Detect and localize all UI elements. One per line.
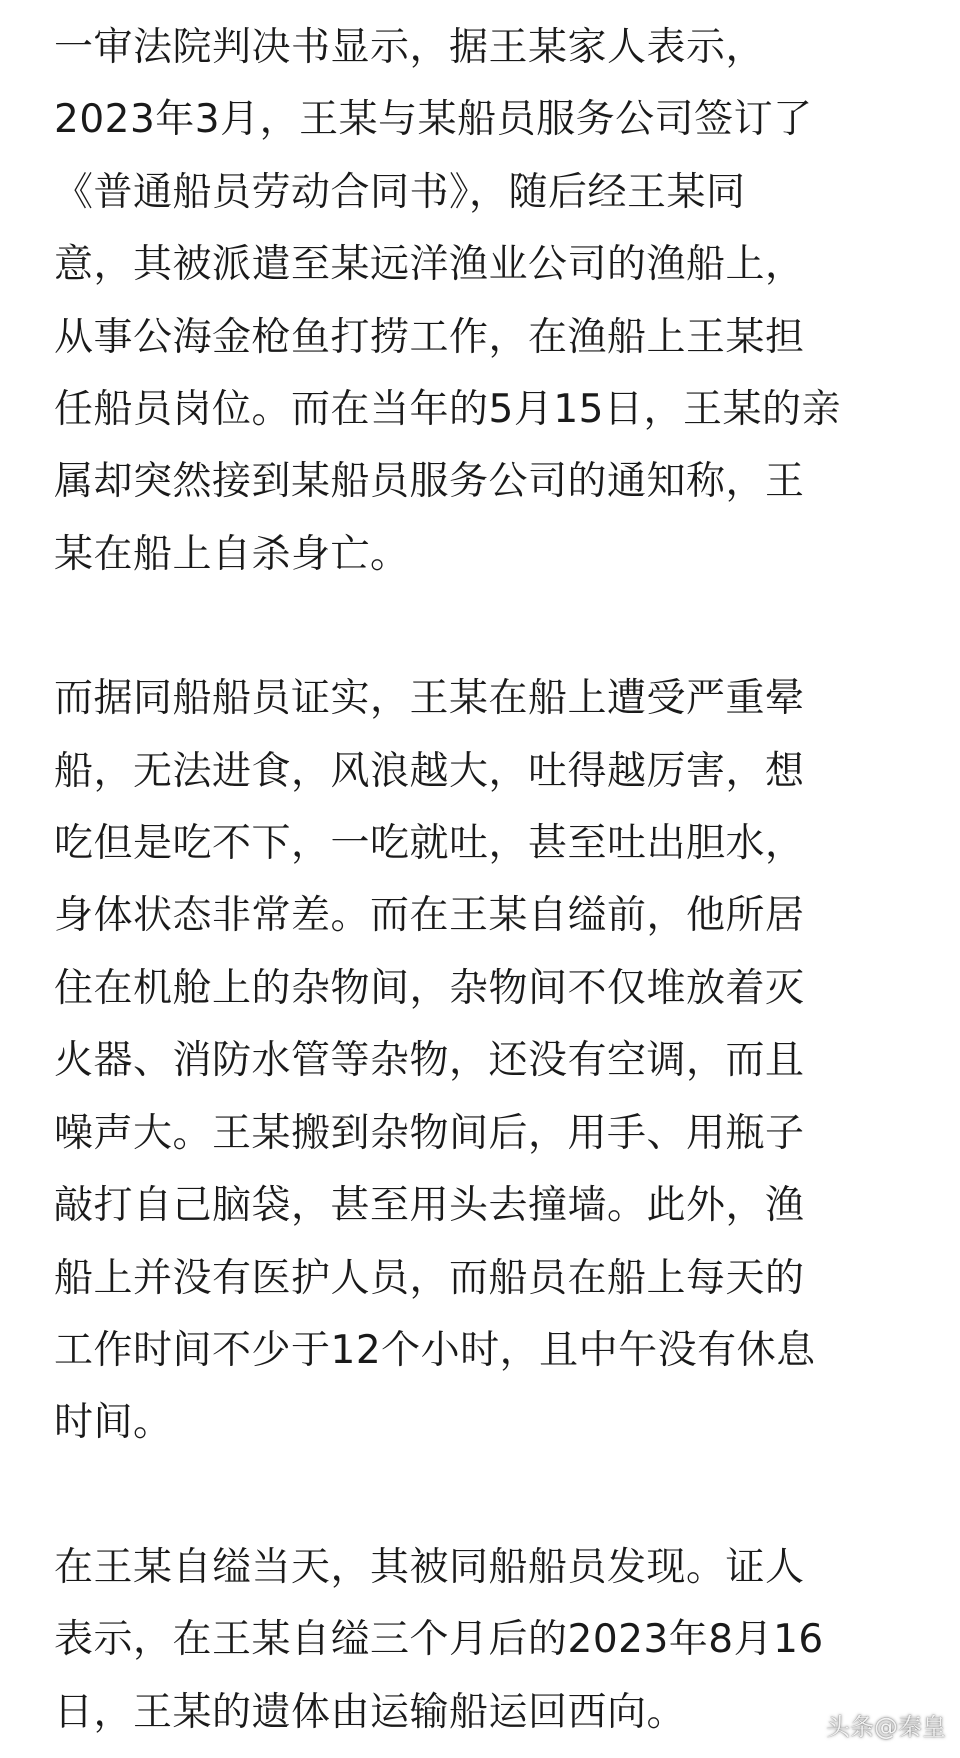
text-line: 火器、消防水管等杂物，还没有空调，而且: [54, 1038, 805, 1084]
text-line: 时间。: [54, 1400, 173, 1446]
watermark: [790, 1707, 946, 1742]
text-line: 噪声大。王某搬到杂物间后，用手、用瓶子: [54, 1110, 805, 1156]
text-line: 意，其被派遣至某远洋渔业公司的渔船上，: [54, 242, 805, 288]
text-line: 身体状态非常差。而在王某自缢前，他所居: [54, 893, 805, 939]
text-line: 某在船上自杀身亡。: [54, 531, 410, 577]
text-line: 敲打自己脑袋，甚至用头去撞墙。此外，渔: [54, 1183, 805, 1229]
text-line: 船，无法进食，风浪越大，吐得越厉害，想: [54, 748, 805, 794]
text-line: 任船员岗位。而在当年的5月15日，王某的亲: [54, 387, 841, 433]
text-line: 在王某自缢当天，其被同船船员发现。证人: [54, 1544, 805, 1590]
text-line: 一审法院判决书显示，据王某家人表示，: [54, 25, 766, 70]
text-line: 住在机舱上的杂物间，杂物间不仅堆放着灭: [54, 965, 805, 1011]
paragraph-2: [54, 663, 924, 1459]
text-line: 吃但是吃不下，一吃就吐，甚至吐出胆水，: [54, 821, 805, 867]
watermark-text: 头条@秦皇: [826, 1713, 946, 1741]
text-line: 从事公海金枪鱼打捞工作，在渔船上王某担: [54, 314, 805, 360]
toutiao-logo-icon: [790, 1713, 820, 1737]
text-line: 《普通船员劳动合同书》，随后经王某同: [54, 169, 746, 215]
text-line: 日，王某的遗体由运输船运回西向。: [54, 1689, 687, 1735]
text-line: 2023年3月，王某与某船员服务公司签订了: [54, 97, 813, 143]
text-line: 工作时间不少于12个小时，且中午没有休息: [54, 1327, 816, 1373]
paragraph-1: [54, 12, 924, 591]
article-body: [54, 12, 924, 1749]
text-line: 属却突然接到某船员服务公司的通知称，王: [54, 459, 805, 505]
text-line: 表示，在王某自缢三个月后的2023年8月16: [54, 1617, 824, 1663]
text-line: 而据同船船员证实，王某在船上遭受严重晕: [54, 676, 805, 722]
text-line: 船上并没有医护人员，而船员在船上每天的: [54, 1255, 805, 1301]
